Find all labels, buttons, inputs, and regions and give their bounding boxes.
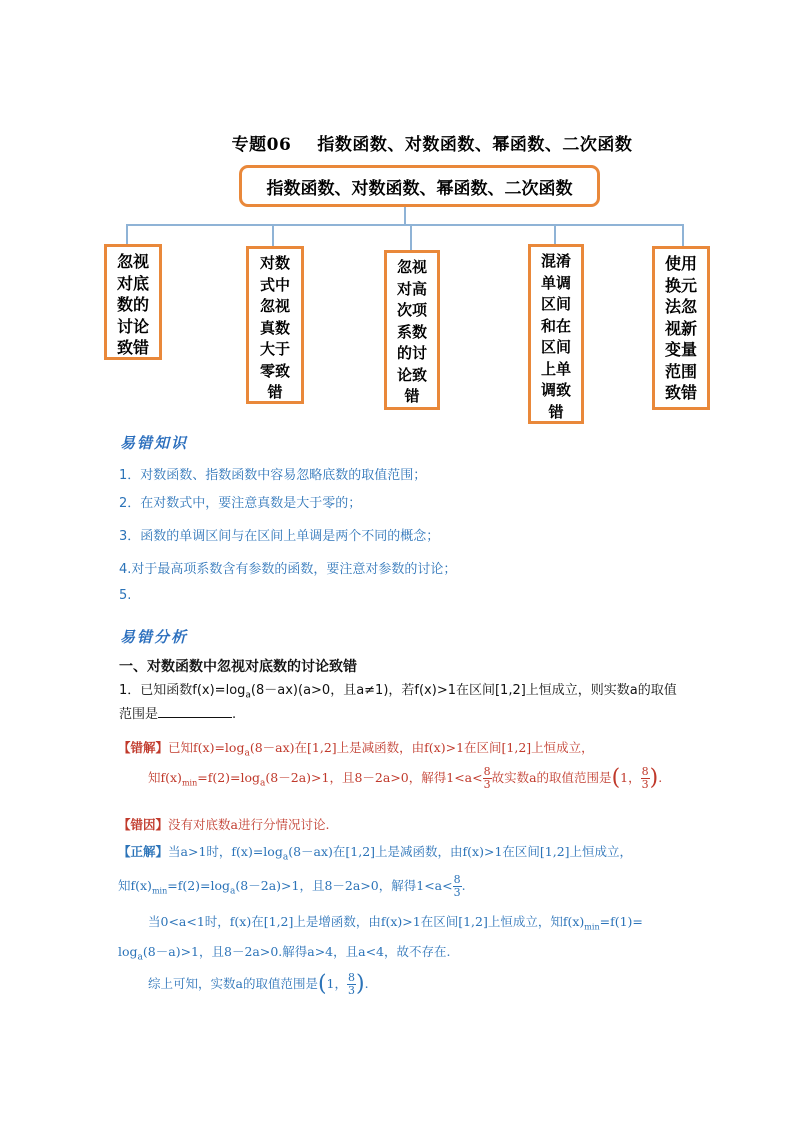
- knowledge-heading: 易错知识: [120, 434, 189, 452]
- wrong-solution-line-2: 知$f(x)_{min}=f(2)=\log_a(8-2a)>1$，且8－2a>0，解得1<a< $\frac{8}{3}$ 故实数a的取值范围是(1， $\frac{8}{3}$ ).: [148, 765, 663, 791]
- mindmap-branch-connector: [682, 224, 684, 246]
- mindmap-branch-4: 混淆 单调 区间 和在 区间 上单 调致 错: [528, 244, 584, 424]
- wrong-solution-line-1: 【错解】已知$f(x)=\log_a(8-ax)$在[1,2]上是减函数，由f(x)>1在区间[1,2]上恒成立，: [118, 740, 594, 759]
- section-title: 一、对数函数中忽视对底数的讨论致错: [119, 659, 357, 675]
- mindmap-stem: [404, 207, 406, 225]
- mindmap-branch-2: 对数 式中 忽视 真数 大于 零致 错: [246, 246, 304, 404]
- correct-solution-line-4: $\log_a(8-a)>1$，且8－2a>0.解得a>4，且a<4，故不存在.: [118, 944, 451, 963]
- mindmap-horizontal-connector: [126, 224, 684, 226]
- answer-blank: [158, 705, 232, 718]
- title-prefix: 专题06: [231, 135, 292, 155]
- fraction-8-3: $\frac{8}{3}$: [483, 765, 491, 791]
- correct-solution-line-5: 综上可知，实数a的取值范围是(1， $\frac{8}{3}$ ).: [148, 971, 369, 997]
- mindmap-branch-5: 使用 换元 法忽 视新 变量 范围 致错: [652, 246, 710, 410]
- correct-solution-line-1: 【正解】当a>1时，$f(x)=\log_a(8-ax)$在[1,2]上是减函数，由f(x)>1在区间[1,2]上恒成立，: [118, 844, 633, 863]
- error-reason-line: 【错因】没有对底数a进行分情况讨论.: [118, 817, 330, 832]
- knowledge-item-4: 4.对于最高项系数含有参数的函数，要注意对参数的讨论；: [119, 562, 457, 577]
- page-title: [0, 130, 794, 155]
- mindmap-branch-1: 忽视 对底 数的 讨论 致错: [104, 244, 162, 360]
- wrong-label: 【错解】: [118, 740, 169, 755]
- reason-label: 【错因】: [118, 817, 169, 832]
- mindmap-branch-connector: [410, 224, 412, 250]
- correct-label: 【正解】: [118, 844, 169, 859]
- mindmap-branch-3: 忽视 对高 次项 系数 的讨 论致 错: [384, 250, 440, 410]
- knowledge-item-2: 2．在对数式中，要注意真数是大于零的；: [119, 496, 362, 511]
- knowledge-item-1: 1．对数函数、指数函数中容易忽略底数的取值范围；: [119, 468, 427, 483]
- mindmap-root: 指数函数、对数函数、幂函数、二次函数: [239, 165, 600, 207]
- correct-solution-line-3: 当0<a<1时，f(x)在[1,2]上是增函数，由f(x)>1在区间[1,2]上恒成立，知$f(x)_{min}=f(1)=$: [148, 914, 643, 932]
- mindmap-branch-connector: [272, 224, 274, 246]
- question-line-2: 范围是 .: [119, 707, 237, 722]
- question-line-1: 1．已知函数$f(x)=\log_a(8-ax)(a>0$，且a≠1)，若f(x)>1在区间[1,2]上恒成立，则实数a的取值: [119, 683, 677, 701]
- analysis-heading: 易错分析: [120, 628, 189, 646]
- knowledge-item-5: 5.: [119, 588, 132, 603]
- mindmap-branch-connector: [554, 224, 556, 244]
- title-main: 指数函数、对数函数、幂函数、二次函数: [317, 135, 633, 155]
- mindmap-branch-connector: [126, 224, 128, 244]
- correct-solution-line-2: 知$f(x)_{min}=f(2)=\log_a(8-2a)>1$，且8－2a>0，解得1<a< $\frac{8}{3}$ .: [118, 873, 466, 899]
- knowledge-item-3: 3．函数的单调区间与在区间上单调是两个不同的概念；: [119, 529, 440, 544]
